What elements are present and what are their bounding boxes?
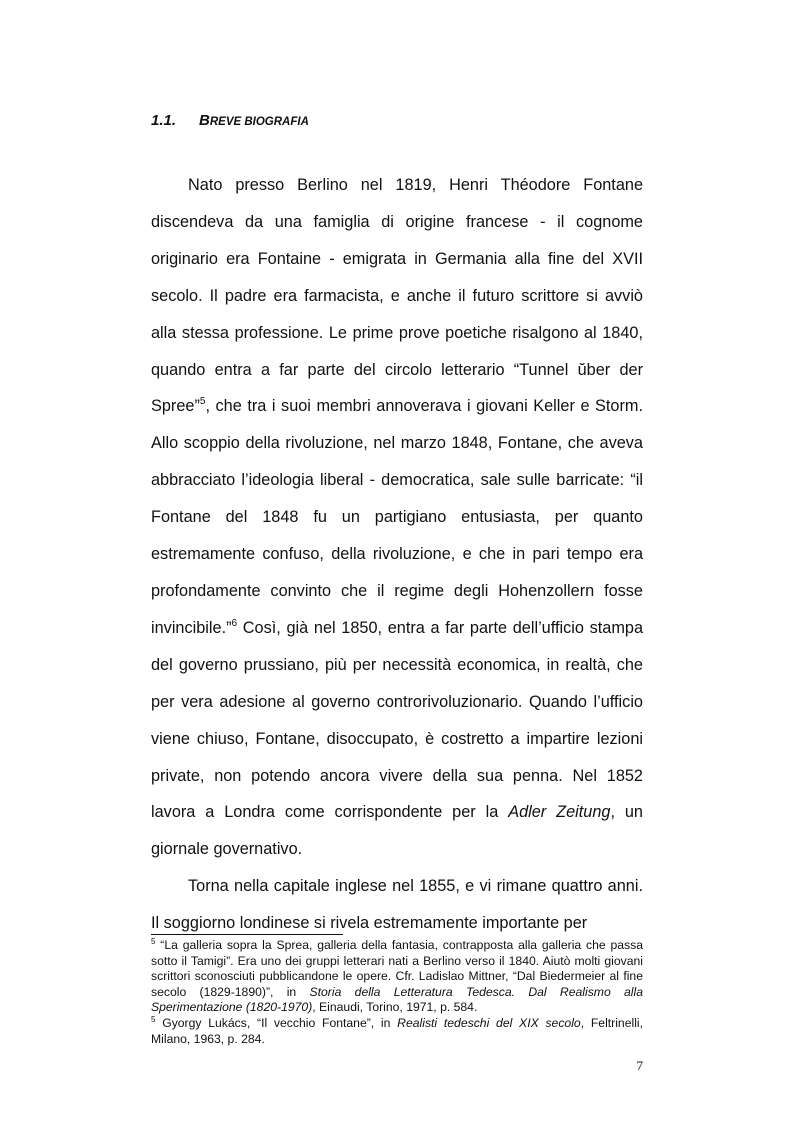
footnote-2-text-a: Gyorgy Lukács, “Il vecchio Fontane”, in [155,1015,398,1030]
section-title-rest: REVE BIOGRAFIA [209,116,309,128]
paragraph-1 [151,167,643,868]
footnote-1-mark: 5 [151,937,156,946]
paragraph-1-text-a: Nato presso Berlino nel 1819, Henri Théodore Fontane discendeva da una famiglia di origine francese - il cognome originario era Fontaine - emigrata in Germania alla fine del XVII secolo. Il padre era farmacista, e anche il futuro scrittore si avviò alla stessa professione. Le prime prove poetiche risalgono al 1840, quando entra a far parte del circolo letterario “Tunnel ŭber der Spree” [151,176,643,416]
section-title-initial: B [199,112,210,129]
newspaper-title: Adler Zeitung [508,803,611,822]
body-text [151,167,643,942]
footnote-separator [151,934,343,935]
section-heading [151,112,309,129]
footnote-2 [151,1016,643,1047]
paragraph-1-text-d: , un giornale governativo. [151,803,643,859]
footnote-2-text-b: , Feltrinelli, Milano, 1963, p. 284. [151,1015,643,1046]
footnote-ref-5[interactable]: 5 [199,396,206,408]
footnotes [151,938,643,1047]
footnote-2-book-title: Realisti tedeschi del XIX secolo [397,1015,581,1030]
footnote-1 [151,938,643,1016]
paragraph-1-text-b: , che tra i suoi membri annoverava i giovani Keller e Storm. Allo scoppio della rivoluzione, nel marzo 1848, Fontane, che aveva abbracciato l’ideologia liberal - democratica, sale sulle barricate: “il Fontane del 1848 fu un partigiano entusiasta, per quanto estremamente confuso, della rivoluzione, e che in pari tempo era profondamente convinto che il regime degli Hohenzollern fosse invincibile.” [151,397,643,637]
footnote-2-mark: 5 [151,1014,156,1024]
section-number: 1.1. [151,112,177,129]
paragraph-1-text-c: Così, già nel 1850, entra a far parte dell’ufficio stampa del governo prussiano, più per necessità economica, in realtà, che per vera adesione al governo controrivoluzionario. Quando l’ufficio viene chiuso, Fontane, disoccupato, è costretto a impartire lezioni private, non potendo ancora vivere della sua penna. Nel 1852 lavora a Londra come corrispondente per la [151,618,643,822]
paragraph-2: Torna nella capitale inglese nel 1855, e vi rimane quattro anni. Il soggiorno londinese si rivela estremamente importante per [151,877,643,933]
footnote-1-text-b: , Einaudi, Torino, 1971, p. 584. [312,1000,478,1015]
footnote-ref-6[interactable]: 6 [231,617,238,629]
footnote-1-text-a: “La galleria sopra la Sprea, galleria della fantasia, contrapposta alla galleria che passa sotto il Tamigi”. Era uno dei gruppi letterari nati a Berlino verso il 1840. Aiutò molti giovani scrittori sconosciuti pubblicandone le opere. Cfr. Ladislao Mittner, “Dal Biedermeier al fine secolo (1829-1890)”, in [151,938,643,999]
page-number: 7 [636,1058,643,1073]
footnote-1-book-title: Storia della Letteratura Tedesca. Dal Realismo alla Sperimentazione (1820-1970) [151,984,644,1015]
